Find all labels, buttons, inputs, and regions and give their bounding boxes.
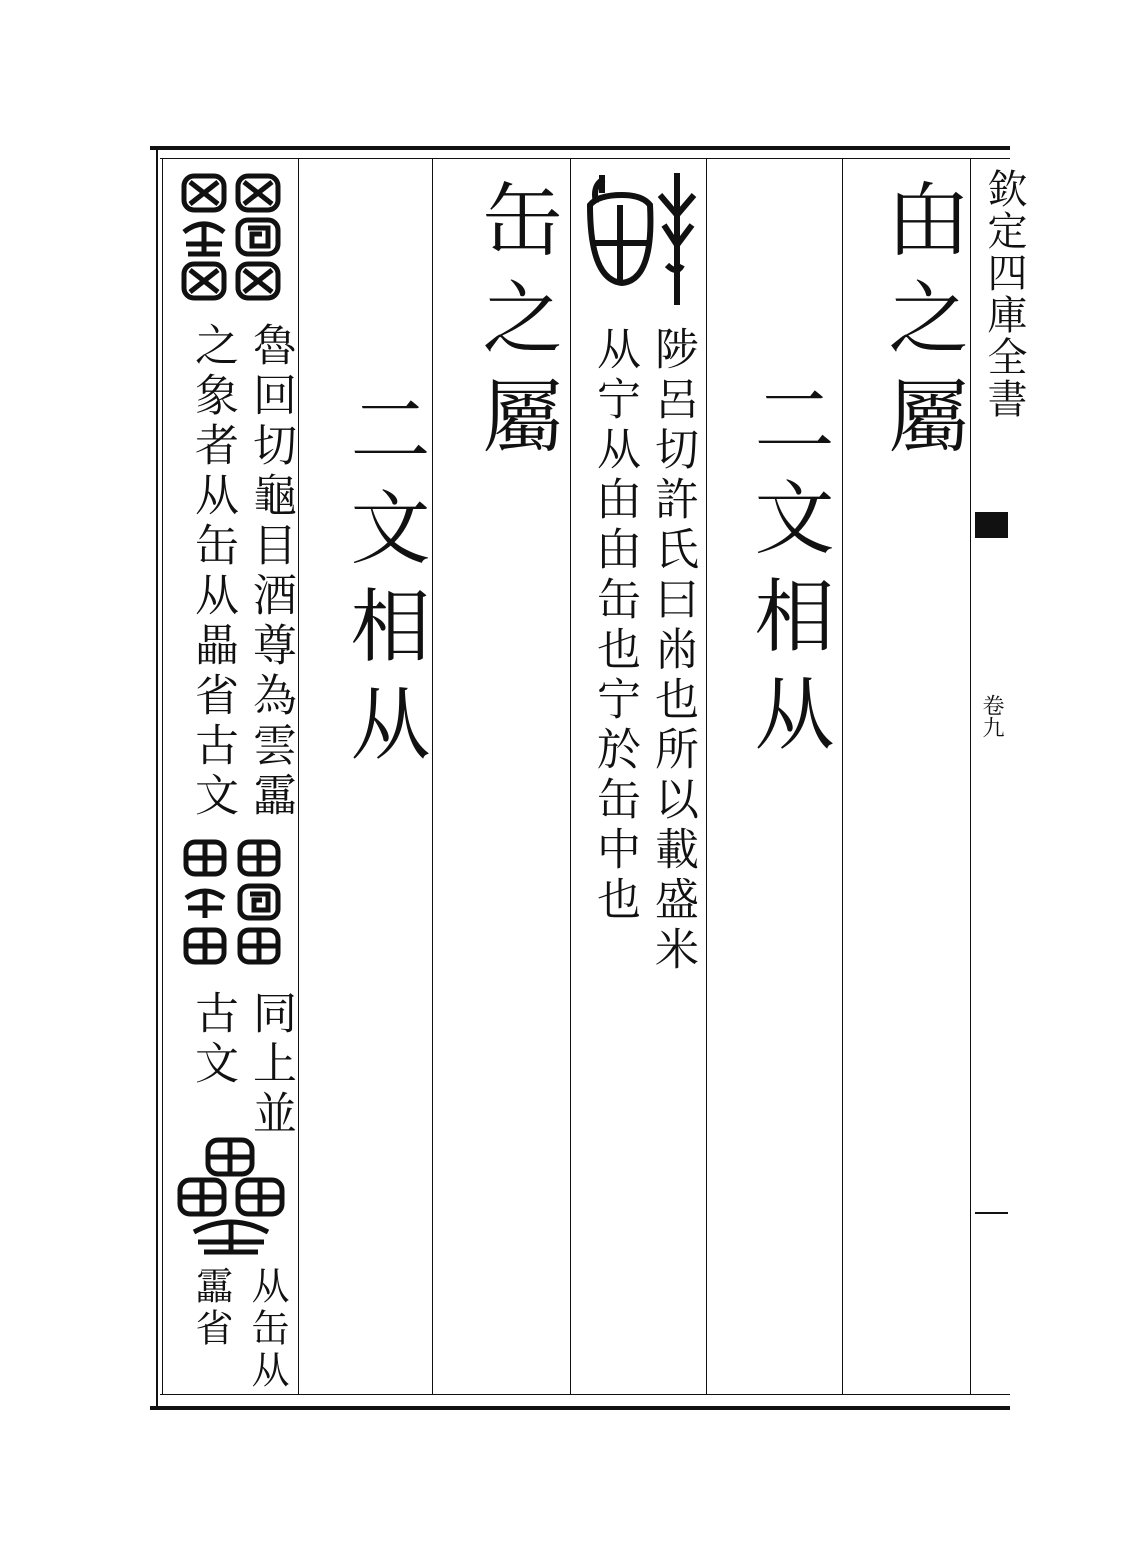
bottom-border xyxy=(150,1406,1010,1410)
note-lei-b: 之象者从缶从畾省古文 xyxy=(187,322,238,822)
seal-large-variant-icon xyxy=(176,1136,286,1256)
margin-book-title: 欽定四庫全書 xyxy=(981,168,1027,420)
bottom-border-inner xyxy=(160,1394,1010,1395)
margin-tick xyxy=(975,1212,1008,1214)
top-border-inner xyxy=(160,158,1010,159)
margin-volume: 卷九 xyxy=(979,694,1004,738)
note-lei-f: 靁省 xyxy=(189,1266,233,1350)
seal-variant-icon xyxy=(178,838,288,978)
seal-character-icon xyxy=(582,165,702,315)
note-pronunciation-a: 陟呂切許氏曰㡀也所以載盛米 xyxy=(647,326,698,976)
note-lei-e: 从缶从 xyxy=(245,1266,289,1392)
col-divider xyxy=(706,158,707,1394)
left-border-inner xyxy=(162,158,163,1394)
col-divider xyxy=(842,158,843,1394)
note-pronunciation-b: 从宁从甶甶缶也宁於缶中也 xyxy=(589,326,640,926)
heading-fou-section: 缶之屬 xyxy=(469,178,562,472)
note-lei-c: 同上並 xyxy=(245,990,296,1140)
fishtail-mark xyxy=(975,512,1008,538)
seal-character-icon xyxy=(174,172,292,312)
subheading-two-chars-2: 二文相从 xyxy=(337,388,430,780)
note-lei-a: 魯回切龜目酒尊為雲靁 xyxy=(245,322,296,822)
subheading-two-chars: 二文相从 xyxy=(741,378,834,770)
top-border xyxy=(150,146,1010,150)
heading-you-section: 甶之屬 xyxy=(875,178,968,472)
left-border xyxy=(156,150,158,1408)
note-lei-d: 古文 xyxy=(187,990,238,1090)
